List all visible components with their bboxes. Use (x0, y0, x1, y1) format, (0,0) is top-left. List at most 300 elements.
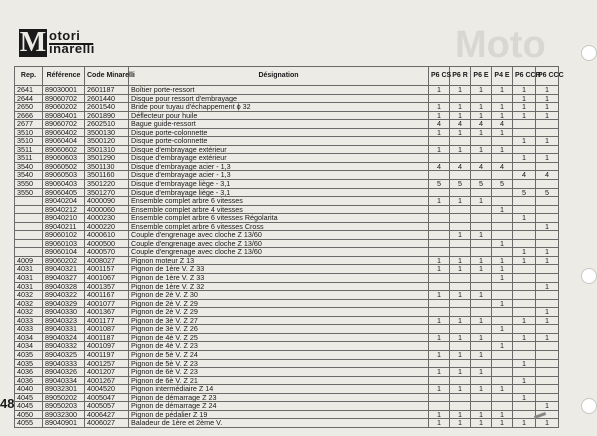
table-cell: 5 (536, 188, 559, 197)
table-cell: 1 (471, 231, 492, 240)
table-cell: Déflecteur pour huile (129, 111, 429, 120)
table-cell (536, 359, 559, 368)
table-cell: 4000220 (85, 222, 129, 231)
table-cell: 4006027 (85, 419, 129, 428)
table-cell: 4034 (15, 333, 43, 342)
table-cell: 1 (492, 145, 513, 154)
table-cell: 4045 (15, 393, 43, 402)
table-cell (492, 393, 513, 402)
table-cell (536, 291, 559, 300)
table-cell: Pignon de 6è V. Z 23 (129, 368, 429, 377)
table-cell: 1 (492, 239, 513, 248)
table-cell (513, 350, 536, 359)
table-cell: 4001177 (85, 316, 129, 325)
table-cell (536, 120, 559, 129)
table-cell (471, 308, 492, 317)
table-cell: Bague guide-ressort (129, 120, 429, 129)
table-cell: 89060102 (43, 231, 85, 240)
table-cell: 3500130 (85, 128, 129, 137)
table-cell (492, 368, 513, 377)
table-cell: Disque porte-colonnette (129, 128, 429, 137)
table-cell: 1 (471, 145, 492, 154)
table-cell: 1 (429, 111, 450, 120)
table-cell: 1 (471, 368, 492, 377)
table-cell: 3501290 (85, 154, 129, 163)
table-cell: 2641 (15, 86, 43, 95)
table-cell: 4036 (15, 368, 43, 377)
table-cell: 5 (450, 180, 471, 189)
table-cell: 1 (492, 111, 513, 120)
table-cell (429, 239, 450, 248)
table-cell: 1 (450, 265, 471, 274)
table-cell: 1 (536, 154, 559, 163)
table-cell: 89040325 (43, 350, 85, 359)
table-cell (15, 231, 43, 240)
table-cell: 1 (450, 291, 471, 300)
table-cell (450, 239, 471, 248)
table-cell: 4001267 (85, 376, 129, 385)
table-cell: 1 (471, 350, 492, 359)
table-cell: 89040211 (43, 222, 85, 231)
table-cell (471, 239, 492, 248)
table-cell (513, 120, 536, 129)
table-cell (15, 197, 43, 206)
table-cell (429, 299, 450, 308)
table-cell (492, 402, 513, 411)
table-cell: 1 (450, 256, 471, 265)
table-cell (429, 402, 450, 411)
table-cell (513, 342, 536, 351)
table-cell: 1 (536, 256, 559, 265)
table-cell: 4035 (15, 350, 43, 359)
table-cell: 89060202 (43, 103, 85, 112)
table-cell (513, 180, 536, 189)
table-cell: 4031 (15, 265, 43, 274)
table-cell: 89060403 (43, 180, 85, 189)
table-cell: 4 (429, 120, 450, 129)
table-cell (471, 274, 492, 283)
table-cell: 2601540 (85, 103, 129, 112)
table-row (15, 368, 559, 377)
table-cell: 5 (513, 188, 536, 197)
table-cell: 4006427 (85, 410, 129, 419)
table-cell: 1 (536, 137, 559, 146)
table-cell: 1 (513, 393, 536, 402)
table-cell: 5 (429, 180, 450, 189)
table-cell: 1 (429, 291, 450, 300)
table-cell: 1 (536, 94, 559, 103)
table-cell (429, 222, 450, 231)
table-cell: 4001197 (85, 350, 129, 359)
table-cell (513, 197, 536, 206)
table-cell: Pignon de 5è V. Z 24 (129, 350, 429, 359)
table-cell: 89040330 (43, 308, 85, 317)
table-cell: 4032 (15, 299, 43, 308)
table-cell: 3540 (15, 162, 43, 171)
table-cell: 89040324 (43, 333, 85, 342)
table-cell: 89050202 (43, 393, 85, 402)
table-cell: 89060702 (43, 94, 85, 103)
table-cell (429, 274, 450, 283)
table-cell: 4009 (15, 256, 43, 265)
table-cell: Pignon de 2è V. Z 30 (129, 291, 429, 300)
table-cell: 1 (450, 86, 471, 95)
table-cell (536, 350, 559, 359)
table-cell: 89040322 (43, 291, 85, 300)
table-cell: 89040204 (43, 197, 85, 206)
table-cell: 1 (492, 265, 513, 274)
table-cell (450, 402, 471, 411)
column-header: P6 CCR (513, 67, 536, 86)
table-cell (450, 308, 471, 317)
page-number: 48 (0, 396, 15, 411)
table-cell: 2601890 (85, 111, 129, 120)
table-cell: 4001067 (85, 274, 129, 283)
table-cell (450, 393, 471, 402)
table-cell: Bride pour tuyau d'échappement ϕ 32 (129, 103, 429, 112)
table-cell: 1 (513, 419, 536, 428)
table-cell: 4 (450, 120, 471, 129)
table-cell: 3510 (15, 128, 43, 137)
table-cell: 2677 (15, 120, 43, 129)
table-cell: Pignon de 1ère V. Z 33 (129, 265, 429, 274)
binder-hole-middle (581, 268, 597, 284)
table-cell: 1 (450, 128, 471, 137)
table-cell: 4001077 (85, 299, 129, 308)
table-cell: 1 (450, 385, 471, 394)
table-cell: 1 (429, 333, 450, 342)
table-cell (513, 308, 536, 317)
table-cell: Couple d'engrenage avec cloche Z 13/60 (129, 239, 429, 248)
table-cell: 4001207 (85, 368, 129, 377)
table-cell: 1 (429, 316, 450, 325)
table-cell (492, 214, 513, 223)
logo-word-bottom: inarelli (49, 41, 95, 56)
table-cell: Pignon de 2è V. Z 29 (129, 299, 429, 308)
table-cell: 1 (450, 145, 471, 154)
table-cell: 4 (513, 171, 536, 180)
table-cell (471, 205, 492, 214)
table-cell: 4000570 (85, 248, 129, 257)
table-cell: 1 (450, 111, 471, 120)
table-cell: 2601440 (85, 94, 129, 103)
binder-hole-top (581, 45, 597, 61)
table-cell: 4031 (15, 282, 43, 291)
table-cell: 89060404 (43, 137, 85, 146)
table-cell: 1 (429, 419, 450, 428)
table-cell: 89040901 (43, 419, 85, 428)
table-cell: 4 (450, 162, 471, 171)
table-cell: 1 (429, 385, 450, 394)
table-cell: 4 (471, 120, 492, 129)
table-cell (492, 282, 513, 291)
table-cell (536, 274, 559, 283)
table-cell: Disque d'embrayage acier - 1,3 (129, 171, 429, 180)
table-cell (513, 231, 536, 240)
table-cell: Disque d'embrayage extérieur (129, 145, 429, 154)
table-cell (429, 231, 450, 240)
table-cell (450, 299, 471, 308)
table-cell: Disque d'embrayage acier - 1,3 (129, 162, 429, 171)
table-cell (536, 265, 559, 274)
table-cell: Pignon de 4è V. Z 25 (129, 333, 429, 342)
table-cell: 1 (429, 410, 450, 419)
table-cell: 1 (471, 103, 492, 112)
table-cell: 4034 (15, 342, 43, 351)
table-cell: 1 (429, 197, 450, 206)
table-cell: 3501130 (85, 162, 129, 171)
table-cell: 89060104 (43, 248, 85, 257)
table-header-row (15, 67, 559, 86)
table-cell: 4000060 (85, 205, 129, 214)
table-cell (450, 274, 471, 283)
column-header: Code Minarelli (85, 67, 129, 86)
table-cell: 89060602 (43, 145, 85, 154)
table-cell: Disque d'embrayage extérieur (129, 154, 429, 163)
table-cell: 4032 (15, 308, 43, 317)
table-cell: 1 (536, 222, 559, 231)
table-cell: 2666 (15, 111, 43, 120)
table-cell: 1 (429, 350, 450, 359)
table-cell (513, 222, 536, 231)
table-cell: 1 (492, 128, 513, 137)
table-cell: 4 (471, 162, 492, 171)
table-cell: 89040323 (43, 316, 85, 325)
table-cell: 4036 (15, 376, 43, 385)
table-cell: 4001087 (85, 325, 129, 334)
table-cell: 5 (492, 180, 513, 189)
table-cell: 4005047 (85, 393, 129, 402)
table-cell: 1 (513, 376, 536, 385)
table-cell: 1 (450, 333, 471, 342)
table-cell: Ensemble complet arbre 6 vitesses Cross (129, 222, 429, 231)
table-cell (15, 222, 43, 231)
table-cell: Ensemble complet arbre 6 vitesses (129, 197, 429, 206)
table-cell: 3501160 (85, 171, 129, 180)
table-body (15, 86, 559, 428)
table-cell (492, 308, 513, 317)
table-cell (471, 402, 492, 411)
table-cell (492, 359, 513, 368)
table-cell: 1 (536, 103, 559, 112)
table-cell (513, 299, 536, 308)
table-cell: 1 (450, 231, 471, 240)
table-cell: Pignon de 1ère V. Z 32 (129, 282, 429, 291)
table-cell (429, 308, 450, 317)
table-cell: 1 (471, 128, 492, 137)
table-cell: 1 (492, 385, 513, 394)
table-cell (513, 282, 536, 291)
table-cell: Pignon de 5è V. Z 23 (129, 359, 429, 368)
table-cell: 4 (492, 162, 513, 171)
table-cell: 1 (429, 256, 450, 265)
table-cell: 4 (429, 162, 450, 171)
table-cell: Pignon de démarrage Z 24 (129, 402, 429, 411)
table-row (15, 402, 559, 411)
table-cell: 1 (471, 291, 492, 300)
table-cell (536, 342, 559, 351)
table-cell: 1 (450, 350, 471, 359)
table-cell: 1 (429, 265, 450, 274)
table-cell: Pignon de démarrage Z 23 (129, 393, 429, 402)
table-cell: 2644 (15, 94, 43, 103)
table-cell: 89040331 (43, 325, 85, 334)
table-row (15, 197, 559, 206)
table-cell: 4000500 (85, 239, 129, 248)
table-cell: 1 (513, 111, 536, 120)
table-cell: Disque d'embrayage liège - 3,1 (129, 188, 429, 197)
table-cell: 1 (513, 256, 536, 265)
table-row (15, 274, 559, 283)
table-cell: Disque pour ressort d'embrayage (129, 94, 429, 103)
table-cell (471, 299, 492, 308)
table-cell: Disque porte-colonnette (129, 137, 429, 146)
table-cell: 1 (429, 86, 450, 95)
table-cell: 1 (536, 248, 559, 257)
table-cell (536, 231, 559, 240)
minarelli-logo (19, 29, 139, 57)
table-cell: Ensemble complet arbre 4 vitesses (129, 205, 429, 214)
table-cell: 1 (536, 282, 559, 291)
table-cell: 1 (471, 333, 492, 342)
table-cell (492, 188, 513, 197)
table-cell (536, 214, 559, 223)
table-cell: 4 (536, 171, 559, 180)
table-cell (536, 376, 559, 385)
table-cell: 1 (492, 342, 513, 351)
table-cell: Couple d'engrenage avec cloche Z 13/60 (129, 231, 429, 240)
table-row (15, 308, 559, 317)
table-cell: 1 (492, 410, 513, 419)
table-cell: 1 (513, 137, 536, 146)
table-cell (471, 393, 492, 402)
table-cell: 4001157 (85, 265, 129, 274)
table-cell: 1 (513, 316, 536, 325)
table-cell: 1 (492, 325, 513, 334)
table-cell (492, 350, 513, 359)
table-cell: Pignon de 2è V. Z 29 (129, 308, 429, 317)
table-cell: 3510 (15, 137, 43, 146)
table-cell: 89032300 (43, 410, 85, 419)
table-cell: 89040210 (43, 214, 85, 223)
table-row (15, 291, 559, 300)
table-cell: 1 (450, 316, 471, 325)
table-cell: Pignon de pédalier Z 19 (129, 410, 429, 419)
table-cell (513, 368, 536, 377)
table-cell: 1 (513, 333, 536, 342)
logo-word-top: otori (49, 28, 81, 43)
table-cell: 1 (536, 111, 559, 120)
table-cell: 1 (492, 299, 513, 308)
table-cell: 1 (429, 368, 450, 377)
table-cell: 1 (536, 402, 559, 411)
table-cell: Pignon de 3è V. Z 27 (129, 316, 429, 325)
table-cell: 1 (492, 274, 513, 283)
table-cell: 89040329 (43, 299, 85, 308)
table-row (15, 350, 559, 359)
table-cell: 3501310 (85, 145, 129, 154)
binder-hole-bottom (581, 398, 597, 414)
table-cell (429, 214, 450, 223)
table-cell (536, 197, 559, 206)
table-cell (15, 239, 43, 248)
table-cell: 3501270 (85, 188, 129, 197)
table-cell: 89060103 (43, 239, 85, 248)
table-cell: 1 (450, 410, 471, 419)
table-cell (492, 197, 513, 206)
table-cell: 1 (536, 316, 559, 325)
table-cell: 89040333 (43, 359, 85, 368)
table-cell: 3550 (15, 188, 43, 197)
table-cell: 4055 (15, 419, 43, 428)
table-cell: 1 (471, 197, 492, 206)
table-cell (471, 214, 492, 223)
table-cell: 1 (471, 86, 492, 95)
table-cell: 4033 (15, 316, 43, 325)
table-cell: 4031 (15, 274, 43, 283)
table-cell: 4000090 (85, 197, 129, 206)
table-cell: Pignon moteur Z 13 (129, 256, 429, 265)
table-cell: 4000230 (85, 214, 129, 223)
table-cell: 1 (513, 154, 536, 163)
table-row (15, 419, 559, 428)
table-cell: 4001097 (85, 342, 129, 351)
column-header: P6 R (450, 67, 471, 86)
table-cell: 89040326 (43, 368, 85, 377)
table-row (15, 214, 559, 223)
table-cell: 89080401 (43, 111, 85, 120)
column-header: P4 E (492, 67, 513, 86)
table-cell: 4040 (15, 385, 43, 394)
table-cell: Pignon de 1ère V. Z 33 (129, 274, 429, 283)
table-cell: 4001187 (85, 333, 129, 342)
table-cell: Pignon de 4è V. Z 23 (129, 342, 429, 351)
table-cell: 4001357 (85, 282, 129, 291)
table-cell: 2601187 (85, 86, 129, 95)
table-cell (513, 274, 536, 283)
table-cell: 1 (471, 265, 492, 274)
table-cell: 1 (450, 419, 471, 428)
table-cell: 1 (492, 86, 513, 95)
table-cell: 3500120 (85, 137, 129, 146)
table-cell: 89060702 (43, 120, 85, 129)
table-cell: 1 (471, 256, 492, 265)
table-cell: 2602510 (85, 120, 129, 129)
column-header: P6 CS (429, 67, 450, 86)
table-cell: 4045 (15, 402, 43, 411)
table-cell: 1 (450, 368, 471, 377)
table-cell (15, 214, 43, 223)
table-cell: 4 (492, 120, 513, 129)
table-cell: Pignon de 3è V. Z 26 (129, 325, 429, 334)
table-cell: 1 (536, 419, 559, 428)
table-cell: 1 (513, 214, 536, 223)
bleed-through-watermark: Moto (455, 24, 546, 66)
table-cell: 4001257 (85, 359, 129, 368)
table-cell: 89040332 (43, 342, 85, 351)
table-cell (513, 265, 536, 274)
table-cell: 89060503 (43, 171, 85, 180)
table-row (15, 103, 559, 112)
table-cell: 4050 (15, 410, 43, 419)
table-cell: 89060603 (43, 154, 85, 163)
table-cell: 3550 (15, 180, 43, 189)
table-cell: 1 (492, 205, 513, 214)
table-cell: 1 (471, 410, 492, 419)
table-cell: 89040328 (43, 282, 85, 291)
table-cell: 1 (513, 248, 536, 257)
table-cell: 1 (450, 103, 471, 112)
